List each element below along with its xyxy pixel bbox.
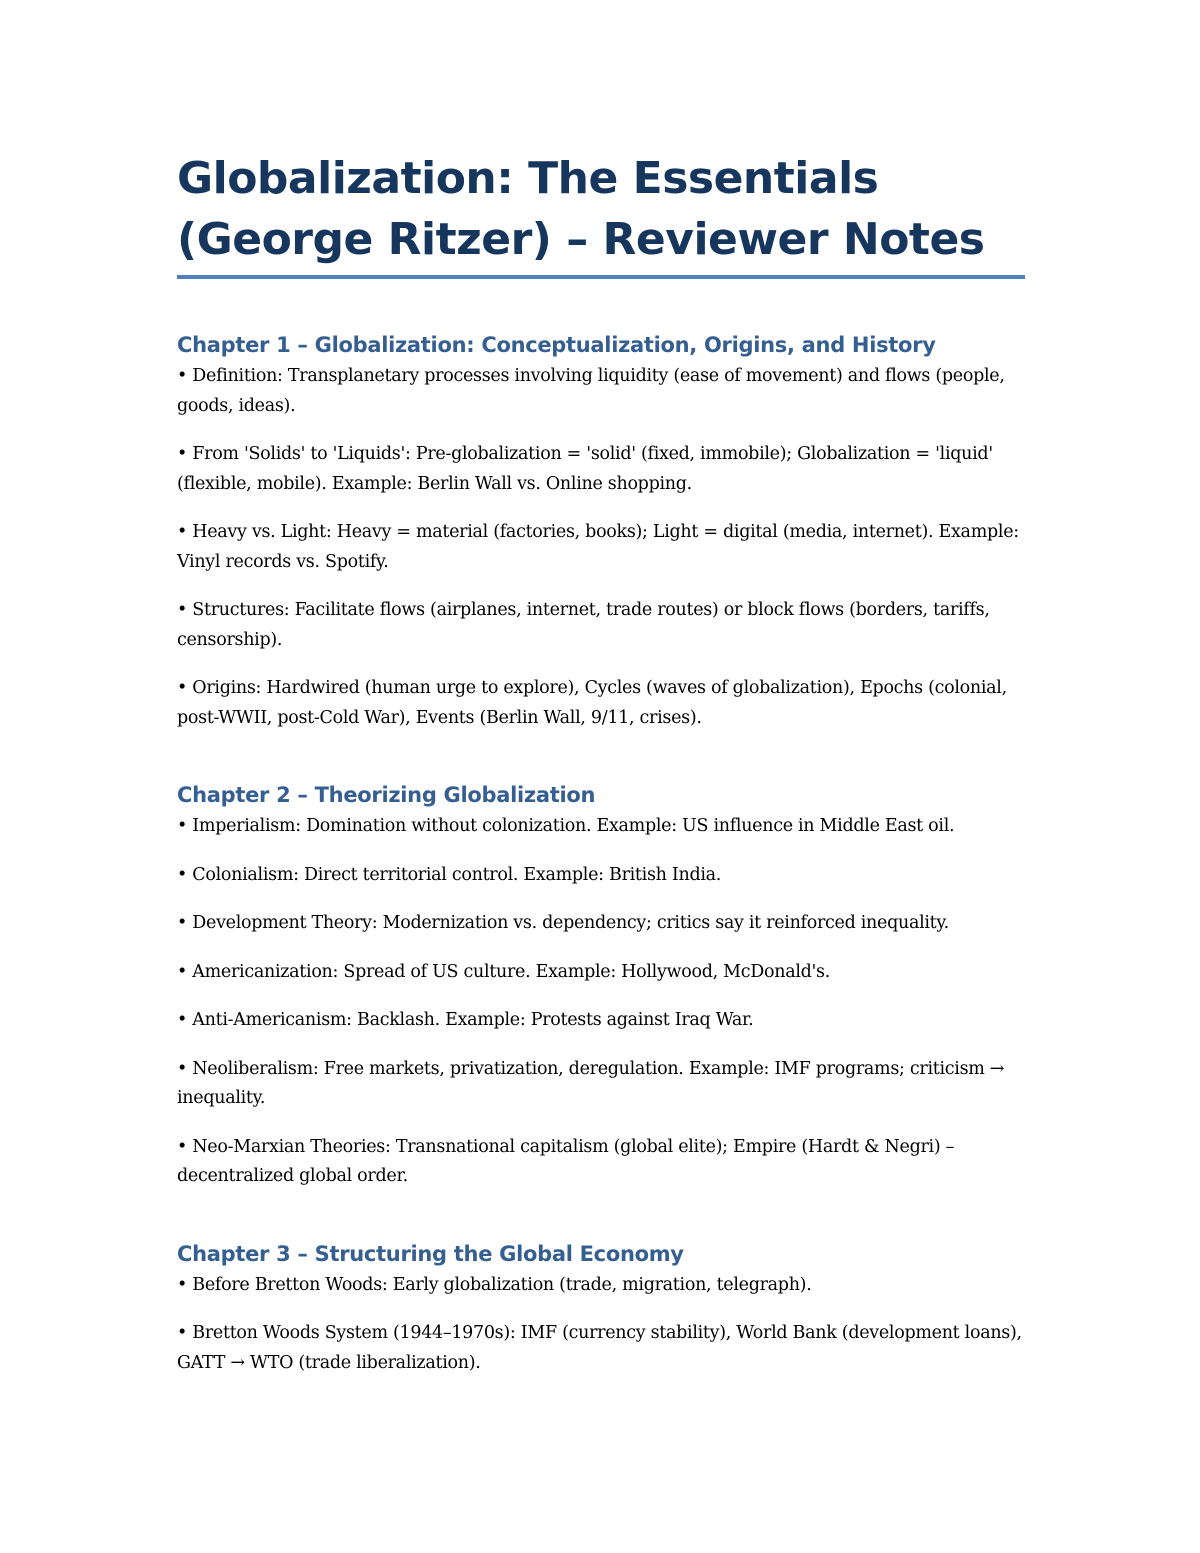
chapter-2-bullet-neoliberalism: • Neoliberalism: Free markets, privatization, deregulation. Example: IMF programs; criticism → inequality. xyxy=(177,1058,1005,1108)
chapter-2-bullet-development-theory: • Development Theory: Modernization vs. dependency; critics say it reinforced inequality. xyxy=(177,913,949,933)
chapter-2-bullet-anti-americanism: • Anti-Americanism: Backlash. Example: Protests against Iraq War. xyxy=(177,1010,754,1030)
chapter-2-section xyxy=(177,780,1025,1192)
chapter-2-bullet-colonialism: • Colonialism: Direct territorial control. Example: British India. xyxy=(177,864,722,885)
chapter-2-bullet-imperialism: • Imperialism: Domination without colonization. Example: US influence in Middle East oil. xyxy=(177,816,955,836)
chapter-2-heading: Chapter 2 – Theorizing Globalization xyxy=(177,783,596,807)
chapter-3-bullet-before-bretton-woods: • Before Bretton Woods: Early globalization (trade, migration, telegraph). xyxy=(177,1274,812,1295)
chapter-1-bullet-structures: • Structures: Facilitate flows (airplanes, internet, trade routes) or block flows (borders, tariffs, censorship). xyxy=(177,600,990,650)
document-page xyxy=(177,148,1025,1378)
chapter-3-section xyxy=(177,1239,1025,1379)
chapter-1-bullet-list xyxy=(177,362,1025,733)
title-underline-rule xyxy=(177,275,1025,279)
document-title: Globalization: The Essentials (George Ritzer) – Reviewer Notes xyxy=(177,153,985,265)
chapter-3-bullet-bretton-woods-system: • Bretton Woods System (1944–1970s): IMF (currency stability), World Bank (development loans), GATT → WTO (trade liberalization). xyxy=(177,1323,1022,1373)
chapter-1-bullet-heavy-light: • Heavy vs. Light: Heavy = material (factories, books); Light = digital (media, internet). Example: Vinyl records vs. Spotify. xyxy=(177,522,1019,572)
chapter-1-bullet-solids-liquids: • From 'Solids' to 'Liquids': Pre-globalization = 'solid' (fixed, immobile); Globalization = 'liquid' (flexible, mobile). Example: Berlin Wall vs. Online shopping. xyxy=(177,444,993,494)
chapter-1-bullet-definition: • Definition: Transplanetary processes involving liquidity (ease of movement) and flows (people, goods, ideas). xyxy=(177,366,1005,416)
chapter-3-heading: Chapter 3 – Structuring the Global Economy xyxy=(177,1241,684,1266)
chapter-2-bullet-americanization: • Americanization: Spread of US culture. Example: Hollywood, McDonald's. xyxy=(177,961,830,982)
chapter-2-bullet-neo-marxian: • Neo-Marxian Theories: Transnational capitalism (global elite); Empire (Hardt & Negri) – decentralized global order. xyxy=(177,1136,955,1186)
chapter-2-bullet-list xyxy=(177,812,1025,1192)
chapter-1-bullet-origins: • Origins: Hardwired (human urge to explore), Cycles (waves of globalization), Epochs (colonial, post-WWII, post-Cold War), Events (Berlin Wall, 9/11, crises). xyxy=(177,678,1007,728)
chapter-1-heading: Chapter 1 – Globalization: Conceptualization, Origins, and History xyxy=(177,333,936,357)
chapter-3-bullet-list xyxy=(177,1271,1025,1379)
chapter-1-section xyxy=(177,330,1025,733)
